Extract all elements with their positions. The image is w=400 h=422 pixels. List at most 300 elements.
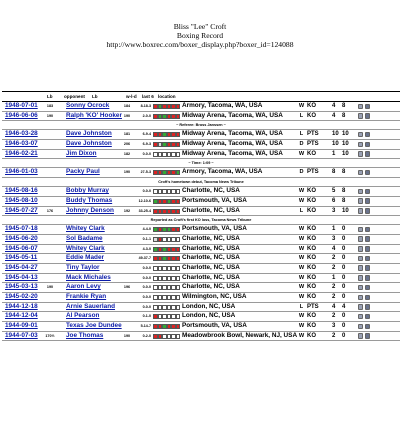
decision: PTS [307, 131, 319, 138]
last6-bar [153, 334, 180, 339]
opponent-link[interactable]: Tiny Taylor [66, 263, 100, 271]
opponent-weight: 196 [123, 285, 131, 290]
row-icons [358, 265, 370, 271]
decision: KO [307, 274, 316, 281]
bout-details-icon[interactable] [358, 189, 363, 195]
round: 3 [332, 235, 336, 242]
bout-details-icon[interactable] [358, 236, 363, 242]
row-icons [358, 324, 370, 330]
opponent-link[interactable]: Sonny Ocrock [66, 102, 110, 109]
row-icons [358, 142, 370, 148]
fight-row [2, 197, 400, 207]
opponent-record: 4-4-0 [142, 227, 151, 232]
col-weight-header: Lb [47, 94, 53, 99]
last6-bar [153, 295, 180, 300]
row-icons [358, 275, 370, 281]
fight-date-link[interactable]: 1944-12-18 [5, 302, 38, 310]
bout-details-icon[interactable] [358, 198, 363, 204]
last6-bar [153, 256, 180, 261]
opponent-weight: 181 [123, 132, 131, 137]
decision: KO [307, 332, 316, 339]
bout-details-icon[interactable] [358, 142, 363, 148]
opponent-link[interactable]: Johnny Denson [66, 206, 114, 214]
fight-row [2, 332, 400, 342]
fight-date-link[interactable]: 1945-07-27 [5, 206, 38, 214]
col-last6-header: last 6 [142, 94, 154, 99]
last6-cell [176, 142, 181, 147]
scheduled-rounds: 8 [342, 103, 346, 109]
video-icon[interactable] [365, 265, 370, 271]
column-header-row [2, 91, 400, 102]
last6-bar [153, 314, 180, 319]
fight-date-link[interactable]: 1944-07-03 [5, 331, 38, 339]
decision: KO [307, 207, 316, 214]
last6-cell [176, 305, 181, 310]
last6-bar [153, 227, 180, 232]
last6-bar [153, 237, 180, 242]
bout-details-icon[interactable] [358, 314, 363, 320]
scheduled-rounds: 0 [342, 313, 346, 320]
row-icons [358, 113, 370, 119]
scheduled-rounds: 0 [342, 245, 346, 252]
result: W [298, 103, 305, 109]
col-opponent-header: opponent [64, 94, 85, 99]
fight-date-link[interactable]: 1946-06-06 [5, 111, 38, 119]
scheduled-rounds: 10 [342, 150, 349, 157]
fight-record-table [2, 91, 400, 341]
venue: London, NC, USA [182, 312, 236, 320]
opponent-weight: 190 [123, 113, 131, 118]
venue: Wilmington, NC, USA [182, 293, 247, 300]
video-icon[interactable] [365, 285, 370, 291]
bout-details-icon[interactable] [358, 104, 363, 110]
boxer-weight: 170½ [45, 333, 55, 338]
last6-cell [176, 170, 181, 175]
opponent-link[interactable]: Whitey Clark [66, 225, 105, 233]
col-location-header: location [158, 94, 176, 99]
row-icons [358, 236, 370, 242]
venue: Armory, Tacoma, WA, USA [182, 168, 263, 176]
opponent-record: 49-37-7 [138, 256, 151, 261]
opponent-link[interactable]: Dave Johnston [66, 140, 112, 148]
opponent-record: 0-0-0 [142, 295, 151, 299]
last6-cell [176, 152, 181, 157]
row-icons [358, 208, 370, 214]
video-icon[interactable] [365, 236, 370, 242]
round: 2 [332, 313, 336, 320]
opponent-record: 0-0-0 [142, 189, 151, 194]
round: 1 [332, 274, 336, 281]
fight-date-link[interactable]: 1946-03-28 [5, 130, 38, 138]
venue: Charlotte, NC, USA [182, 234, 240, 242]
fight-date-link[interactable]: 1945-08-10 [5, 196, 38, 204]
last6-bar [153, 305, 180, 310]
bout-details-icon[interactable] [358, 275, 363, 281]
opponent-record: 0-0-0 [142, 304, 151, 309]
last6-cell [176, 132, 181, 137]
record-subtitle: Boxing Record [176, 31, 224, 41]
round: 2 [332, 284, 336, 291]
last6-cell [176, 266, 181, 271]
boxer-weight: 190 [46, 285, 54, 290]
fight-date-link[interactable]: 1945-04-13 [5, 273, 38, 281]
scheduled-rounds: 10 [342, 141, 349, 148]
opponent-link[interactable]: Buddy Thomas [66, 196, 113, 204]
fight-row [2, 102, 400, 112]
opponent-link[interactable]: Mack Michales [66, 273, 111, 281]
video-icon[interactable] [365, 104, 370, 110]
opponent-weight: 206 [123, 142, 131, 147]
scheduled-rounds: 10 [342, 207, 349, 214]
venue: Charlotte, NC, USA [182, 263, 240, 271]
result: W [298, 150, 305, 157]
opponent-record: 4-3-0 [142, 246, 151, 251]
fight-rows [2, 102, 400, 341]
venue: London, NC, USA [182, 302, 236, 310]
last6-cell [176, 324, 181, 329]
video-icon[interactable] [365, 275, 370, 281]
video-icon[interactable] [365, 256, 370, 262]
decision: PTS [307, 303, 319, 310]
fight-date-link[interactable]: 1946-01-03 [5, 168, 38, 176]
scheduled-rounds: 0 [342, 323, 346, 330]
venue: Charlotte, NC, USA [182, 254, 240, 262]
last6-cell [176, 237, 181, 242]
scheduled-rounds: 8 [342, 112, 346, 119]
bout-details-icon[interactable] [358, 324, 363, 330]
opponent-weight: 184 [123, 104, 131, 108]
result: W [298, 188, 305, 195]
result: L [299, 131, 304, 138]
decision: KO [307, 103, 316, 109]
decision: KO [307, 284, 316, 291]
row-icons [358, 227, 370, 233]
fight-date-link[interactable]: 1945-05-11 [5, 254, 38, 262]
venue: Portsmouth, VA, USA [182, 322, 247, 330]
scheduled-rounds: 10 [342, 131, 349, 138]
last6-cell [176, 199, 181, 204]
round: 1 [332, 150, 336, 157]
fight-row [2, 245, 400, 255]
last6-bar [153, 132, 180, 137]
round: 4 [332, 103, 336, 109]
decision: PTS [307, 141, 319, 148]
bout-details-icon[interactable] [358, 333, 363, 339]
fight-date-link[interactable]: 1945-07-18 [5, 225, 38, 233]
last6-bar [153, 152, 180, 157]
opponent-link[interactable]: Texas Joe Dundee [66, 322, 122, 330]
video-icon[interactable] [365, 208, 370, 214]
fight-date-link[interactable]: 1945-06-20 [5, 234, 38, 242]
last6-cell [176, 295, 181, 300]
round: 2 [332, 294, 336, 300]
opponent-link[interactable]: Al Pearson [66, 312, 100, 320]
scheduled-rounds: 8 [342, 169, 346, 176]
fight-row [2, 283, 400, 293]
row-icons [358, 132, 370, 138]
decision: KO [307, 235, 316, 242]
decision: PTS [307, 169, 319, 176]
last6-cell [176, 104, 181, 109]
bout-details-icon[interactable] [358, 113, 363, 119]
venue: Armory, Tacoma, WA, USA [182, 102, 263, 109]
venue: Midway Arena, Tacoma, WA, USA [182, 140, 283, 148]
scheduled-rounds: 0 [342, 274, 346, 281]
fight-date-link[interactable]: 1944-12-04 [5, 312, 38, 320]
result: W [298, 235, 305, 242]
last6-bar [153, 285, 180, 290]
video-icon[interactable] [365, 333, 370, 339]
last6-bar [153, 247, 180, 252]
fight-row [2, 168, 400, 178]
opponent-record: 0-1-1 [142, 236, 151, 241]
round: 2 [332, 332, 336, 339]
opponent-weight: 182 [123, 151, 131, 156]
result: W [298, 323, 305, 330]
bout-details-icon[interactable] [358, 170, 363, 176]
opponent-link[interactable]: Packy Paul [66, 168, 100, 176]
video-icon[interactable] [365, 246, 370, 252]
last6-cell [176, 189, 181, 194]
fight-row [2, 322, 400, 332]
venue: Charlotte, NC, USA [182, 187, 240, 195]
decision: KO [307, 150, 316, 157]
opponent-record: 5-14-7 [140, 324, 151, 329]
fight-row [2, 312, 400, 322]
fight-row [2, 254, 400, 264]
opponent-link[interactable]: Eddie Mader [66, 254, 104, 262]
bout-details-icon[interactable] [358, 285, 363, 291]
opponent-record: 6-9-3 [142, 142, 151, 147]
bout-details-icon[interactable] [358, 151, 363, 157]
opponent-weight: 190 [123, 333, 131, 338]
result: W [298, 284, 305, 291]
last6-cell [176, 114, 181, 119]
opponent-record: 0-0-0 [142, 275, 151, 280]
fight-date-link[interactable]: 1945-03-13 [5, 283, 38, 291]
opponent-record: 2-0-0 [142, 113, 151, 118]
round: 2 [332, 264, 336, 271]
video-icon[interactable] [365, 189, 370, 195]
bout-details-icon[interactable] [358, 208, 363, 214]
video-icon[interactable] [365, 113, 370, 119]
opponent-link[interactable]: Jim Dixon [66, 149, 97, 157]
bout-details-icon[interactable] [358, 227, 363, 233]
bout-details-icon[interactable] [358, 256, 363, 262]
scheduled-rounds: 0 [342, 235, 346, 242]
video-icon[interactable] [365, 314, 370, 320]
row-icons [358, 285, 370, 291]
fight-row [2, 274, 400, 284]
opponent-link[interactable]: Joe Thomas [66, 331, 104, 339]
video-icon[interactable] [365, 324, 370, 330]
opponent-record: 27-5-3 [140, 170, 151, 175]
fight-note: Reported as Croft's first KO loss, Tacoma News Tribune [2, 216, 400, 225]
decision: KO [307, 313, 316, 320]
video-icon[interactable] [365, 170, 370, 176]
opponent-record: 12-10-6 [138, 198, 151, 203]
col-opp-weight-header: Lb [92, 94, 98, 99]
round: 2 [332, 255, 336, 262]
venue: Midway Arena, Tacoma, WA, USA [182, 149, 283, 157]
decision: KO [307, 255, 316, 262]
fight-date-link[interactable]: 1948-07-01 [5, 102, 38, 109]
last6-bar [153, 170, 180, 175]
last6-bar [153, 142, 180, 147]
fight-date-link[interactable]: 1945-06-07 [5, 244, 38, 252]
result: W [298, 274, 305, 281]
fight-row [2, 225, 400, 235]
round: 8 [332, 169, 336, 176]
last6-cell [176, 256, 181, 261]
last6-cell [176, 285, 181, 290]
opponent-link[interactable]: Aaron Levy [66, 283, 101, 291]
opponent-link[interactable]: Ralph 'KO' Hooker [66, 111, 122, 119]
fight-row [2, 112, 400, 122]
scheduled-rounds: 0 [342, 284, 346, 291]
last6-bar [153, 266, 180, 271]
fight-note: Croft's hometown debut, Tacoma News Tribune [2, 178, 400, 187]
bout-details-icon[interactable] [358, 304, 363, 310]
last6-bar [153, 104, 180, 109]
round: 4 [332, 303, 336, 310]
opponent-link[interactable]: Sol Badame [66, 234, 103, 242]
venue: Charlotte, NC, USA [182, 283, 240, 291]
decision: KO [307, 323, 316, 330]
row-icons [358, 246, 370, 252]
fight-date-link[interactable]: 1945-08-16 [5, 187, 38, 195]
decision: KO [307, 264, 316, 271]
row-icons [358, 151, 370, 157]
round: 3 [332, 323, 336, 330]
scheduled-rounds: 0 [342, 332, 346, 339]
fight-row [2, 187, 400, 197]
page-header [0, 22, 400, 50]
last6-bar [153, 324, 180, 329]
opponent-record: 6-9-4 [142, 132, 151, 137]
col-record-header: w-l-d [126, 94, 137, 99]
boxer-weight: 183 [46, 104, 54, 108]
video-icon[interactable] [365, 151, 370, 157]
round: 4 [332, 245, 336, 252]
fight-date-link[interactable]: 1945-04-27 [5, 263, 38, 271]
venue: Portsmouth, VA, USA [182, 196, 247, 204]
row-icons [358, 104, 370, 110]
opponent-weight: 190 [123, 170, 131, 175]
decision: KO [307, 188, 316, 195]
opponent-record: 8-18-3 [140, 104, 151, 108]
opponent-record: 0-1-0 [142, 314, 151, 319]
video-icon[interactable] [365, 295, 370, 301]
video-icon[interactable] [365, 142, 370, 148]
result: W [298, 245, 305, 252]
last6-cell [176, 209, 181, 214]
last6-cell [176, 247, 181, 252]
opponent-record: 0-0-0 [142, 285, 151, 290]
bout-details-icon[interactable] [358, 265, 363, 271]
result: W [298, 332, 305, 339]
row-icons [358, 333, 370, 339]
last6-cell [176, 314, 181, 319]
fight-row [2, 303, 400, 313]
fight-note: ~ Referee: Bross Janssen ~ [2, 121, 400, 130]
video-icon[interactable] [365, 227, 370, 233]
last6-bar [153, 276, 180, 281]
round: 4 [332, 112, 336, 119]
venue: Charlotte, NC, USA [182, 244, 240, 252]
bout-details-icon[interactable] [358, 246, 363, 252]
round: 6 [332, 197, 336, 204]
row-icons [358, 304, 370, 310]
row-icons [358, 256, 370, 262]
opponent-record: 33-25-4 [138, 208, 151, 213]
opponent-link[interactable]: Frankie Ryan [66, 293, 107, 300]
fight-date-link[interactable]: 1945-02-20 [5, 293, 38, 300]
last6-cell [176, 227, 181, 232]
video-icon[interactable] [365, 304, 370, 310]
decision: KO [307, 245, 316, 252]
result: W [298, 313, 305, 320]
opponent-record: 0-0-0 [142, 265, 151, 270]
video-icon[interactable] [365, 132, 370, 138]
last6-cell [176, 334, 181, 339]
row-icons [358, 198, 370, 204]
scheduled-rounds: 0 [342, 255, 346, 262]
row-icons [358, 189, 370, 195]
scheduled-rounds: 8 [342, 188, 346, 195]
result: L [299, 303, 304, 310]
opponent-record: 0-0-0 [142, 151, 151, 156]
opponent-link[interactable]: Dave Johnston [66, 130, 112, 138]
fight-row [2, 207, 400, 217]
scheduled-rounds: 8 [342, 197, 346, 204]
last6-bar [153, 114, 180, 119]
opponent-link[interactable]: Whitey Clark [66, 244, 105, 252]
opponent-link[interactable]: Arnie Sauerland [66, 302, 116, 310]
decision: KO [307, 197, 316, 204]
fight-row [2, 130, 400, 140]
boxer-weight: 190 [46, 113, 54, 118]
last6-bar [153, 199, 180, 204]
fight-date-link[interactable]: 1944-09-01 [5, 322, 38, 330]
last6-cell [176, 276, 181, 281]
fight-row [2, 293, 400, 303]
video-icon[interactable] [365, 198, 370, 204]
decision: KO [307, 112, 316, 119]
result: W [298, 197, 305, 204]
fight-date-link[interactable]: 1946-02-21 [5, 149, 38, 157]
fight-note: ~ Time: 1:09 ~ [2, 159, 400, 168]
venue: Portsmouth, VA, USA [182, 225, 247, 233]
scheduled-rounds: 0 [342, 294, 346, 300]
last6-bar [153, 209, 180, 214]
round: 10 [332, 131, 339, 138]
decision: KO [307, 294, 316, 300]
result: D [299, 141, 304, 148]
bout-details-icon[interactable] [358, 295, 363, 301]
result: W [298, 226, 305, 233]
result: L [299, 112, 304, 119]
result: W [298, 264, 305, 271]
venue: Midway Arena, Tacoma, WA, USA [182, 130, 283, 138]
opponent-record: 0-2-0 [142, 333, 151, 338]
scheduled-rounds: 0 [342, 264, 346, 271]
bout-details-icon[interactable] [358, 132, 363, 138]
row-icons [358, 170, 370, 176]
decision: KO [307, 226, 316, 233]
fight-date-link[interactable]: 1946-03-07 [5, 140, 38, 148]
opponent-link[interactable]: Bobby Murray [66, 187, 109, 195]
